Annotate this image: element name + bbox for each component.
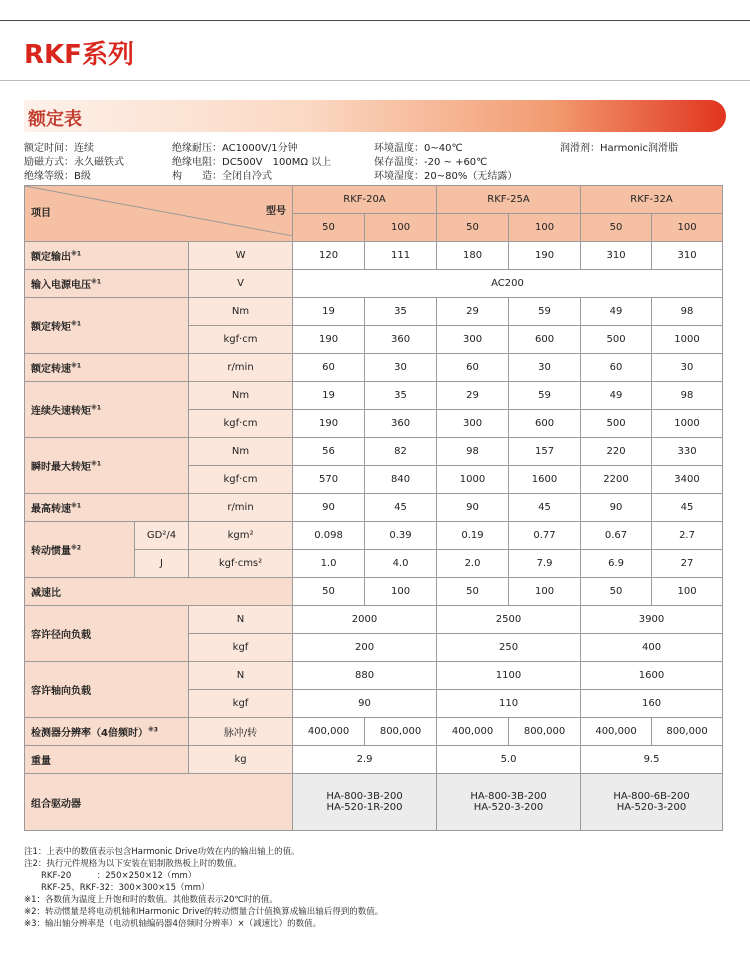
table-row — [25, 494, 723, 522]
table-row — [25, 774, 723, 831]
table-row — [25, 354, 723, 382]
value-cell: 45 — [365, 494, 437, 522]
model-header: RKF-25A — [437, 186, 581, 214]
value-cell: 2500 — [437, 606, 581, 634]
table-row — [25, 718, 723, 746]
spec-item: 额定时间：连续 — [24, 143, 94, 154]
unit-cell: r/min — [189, 354, 293, 382]
value-cell: 110 — [437, 690, 581, 718]
row-label: 容许径向负载 — [25, 606, 189, 662]
table-row — [25, 578, 723, 606]
spec-item: 环境温度：0~40℃ — [374, 143, 463, 154]
value-cell: 90 — [581, 494, 652, 522]
value-cell: 29 — [437, 382, 509, 410]
value-cell: 2.9 — [293, 746, 437, 774]
value-cell: 160 — [581, 690, 723, 718]
value-cell: 1000 — [652, 326, 723, 354]
value-cell: 2000 — [293, 606, 437, 634]
value-cell: 300 — [437, 326, 509, 354]
unit-cell: W — [189, 242, 293, 270]
diagonal-line — [25, 186, 293, 236]
value-cell: 6.9 — [581, 550, 652, 578]
value-cell: 90 — [293, 494, 365, 522]
unit-cell: kgf — [189, 690, 293, 718]
table-row — [25, 606, 723, 634]
value-cell: 800,000 — [652, 718, 723, 746]
value-cell: 500 — [581, 326, 652, 354]
value-cell: 98 — [652, 382, 723, 410]
value-cell: 2.0 — [437, 550, 509, 578]
value-cell: 98 — [652, 298, 723, 326]
value-cell: 200 — [293, 634, 437, 662]
unit-cell: Nm — [189, 382, 293, 410]
sub-label-cell: J — [135, 550, 189, 578]
ratio-header: 50 — [293, 214, 365, 242]
value-cell: 90 — [437, 494, 509, 522]
header-item-label: 项目 — [31, 208, 51, 219]
value-cell: 98 — [437, 438, 509, 466]
value-cell: 157 — [509, 438, 581, 466]
value-cell: 35 — [365, 382, 437, 410]
title-rule — [0, 80, 750, 81]
value-cell: 600 — [509, 410, 581, 438]
value-cell: 310 — [581, 242, 652, 270]
value-cell: 9.5 — [581, 746, 723, 774]
value-cell: 56 — [293, 438, 365, 466]
spec-col-1 — [24, 142, 124, 184]
table-row — [25, 270, 723, 298]
value-cell: 60 — [437, 354, 509, 382]
value-cell: 360 — [365, 410, 437, 438]
spec-item: 绝缘耐压：AC1000V/1分钟 — [172, 143, 298, 154]
row-label: 转动惯量$^{※2}$ — [25, 522, 135, 578]
driver-cell: HA-800-3B-200 HA-520-1R-200 — [293, 774, 437, 831]
value-cell: 600 — [509, 326, 581, 354]
value-cell: 59 — [509, 298, 581, 326]
unit-cell: kgf·cm — [189, 326, 293, 354]
value-cell: 60 — [581, 354, 652, 382]
driver-cell: HA-800-3B-200 HA-520-3-200 — [437, 774, 581, 831]
value-cell: 1600 — [581, 662, 723, 690]
value-cell: 1100 — [437, 662, 581, 690]
value-cell: 2200 — [581, 466, 652, 494]
unit-cell: kgf·cm — [189, 466, 293, 494]
value-cell: 0.39 — [365, 522, 437, 550]
model-header: RKF-32A — [581, 186, 723, 214]
value-cell: 880 — [293, 662, 437, 690]
spec-col-4 — [560, 142, 678, 156]
footnote: ※2：转动惯量是将电动机轴和Harmonic Drive的转动惯量合计值换算成输出轴后得到的数值。 — [24, 907, 384, 917]
footnote: ※1：各数值为温度上升饱和时的数值。其他数值表示20℃时的值。 — [24, 895, 278, 905]
ratio-header: 100 — [652, 214, 723, 242]
unit-cell: Nm — [189, 438, 293, 466]
value-cell: 82 — [365, 438, 437, 466]
unit-cell: N — [189, 606, 293, 634]
value-cell: 19 — [293, 298, 365, 326]
spec-item: 保存温度：-20 ~ +60℃ — [374, 157, 488, 168]
value-cell: 59 — [509, 382, 581, 410]
value-cell: 0.19 — [437, 522, 509, 550]
unit-cell: kgm² — [189, 522, 293, 550]
value-cell: 50 — [293, 578, 365, 606]
value-cell: 50 — [581, 578, 652, 606]
value-cell: 0.67 — [581, 522, 652, 550]
ratio-header: 100 — [509, 214, 581, 242]
row-label: 检测器分辨率（4倍频时）$^{※3}$ — [25, 718, 189, 746]
value-cell: 1000 — [437, 466, 509, 494]
value-cell: 120 — [293, 242, 365, 270]
row-label: 减速比 — [25, 578, 293, 606]
table-row — [25, 662, 723, 690]
value-cell: 190 — [293, 410, 365, 438]
value-cell: 60 — [293, 354, 365, 382]
value-cell: AC200 — [293, 270, 723, 298]
spec-item: 绝缘等级：B级 — [24, 171, 91, 182]
footnotes — [24, 846, 383, 930]
unit-cell: kgf·cms² — [189, 550, 293, 578]
ratio-header: 50 — [437, 214, 509, 242]
value-cell: 5.0 — [437, 746, 581, 774]
sub-label-cell: GD²/4 — [135, 522, 189, 550]
value-cell: 3900 — [581, 606, 723, 634]
value-cell: 300 — [437, 410, 509, 438]
value-cell: 400,000 — [437, 718, 509, 746]
row-label: 瞬时最大转矩$^{※1}$ — [25, 438, 189, 494]
value-cell: 400 — [581, 634, 723, 662]
value-cell: 45 — [652, 494, 723, 522]
header-row — [25, 186, 723, 214]
top-rule — [0, 20, 750, 21]
table-row — [25, 242, 723, 270]
value-cell: 35 — [365, 298, 437, 326]
unit-cell: kgf — [189, 634, 293, 662]
table-row — [25, 438, 723, 466]
value-cell: 360 — [365, 326, 437, 354]
footnote: RKF-20 ：250×250×12（mm） — [24, 871, 197, 881]
footnote: 注1：上表中的数值表示包含Harmonic Drive功效在内的输出轴上的值。 — [24, 847, 300, 857]
value-cell: 3400 — [652, 466, 723, 494]
table-row — [25, 382, 723, 410]
unit-cell: 脉冲/转 — [189, 718, 293, 746]
table-row — [25, 522, 723, 550]
value-cell: 500 — [581, 410, 652, 438]
value-cell: 29 — [437, 298, 509, 326]
footnote: 注2：执行元件规格为以下安装在铝制散热板上时的数值。 — [24, 859, 242, 869]
spec-item: 润滑剂：Harmonic润滑脂 — [560, 143, 679, 154]
value-cell: 49 — [581, 382, 652, 410]
row-label: 输入电源电压$^{※1}$ — [25, 270, 189, 298]
value-cell: 800,000 — [365, 718, 437, 746]
value-cell: 1600 — [509, 466, 581, 494]
value-cell: 100 — [652, 578, 723, 606]
row-label: 组合驱动器 — [25, 774, 293, 831]
value-cell: 330 — [652, 438, 723, 466]
section-banner — [24, 100, 726, 132]
row-label: 额定转矩$^{※1}$ — [25, 298, 189, 354]
unit-cell: V — [189, 270, 293, 298]
row-label: 重量 — [25, 746, 189, 774]
model-header: RKF-20A — [293, 186, 437, 214]
value-cell: 2.7 — [652, 522, 723, 550]
value-cell: 100 — [509, 578, 581, 606]
value-cell: 190 — [509, 242, 581, 270]
table-row — [25, 298, 723, 326]
unit-cell: r/min — [189, 494, 293, 522]
spec-item: 励磁方式：永久磁铁式 — [24, 157, 124, 168]
value-cell: 0.098 — [293, 522, 365, 550]
value-cell: 30 — [509, 354, 581, 382]
title-zh: 系列 — [81, 40, 134, 70]
unit-cell: kg — [189, 746, 293, 774]
unit-cell: kgf·cm — [189, 410, 293, 438]
ratio-header: 50 — [581, 214, 652, 242]
driver-cell: HA-800-6B-200 HA-520-3-200 — [581, 774, 723, 831]
value-cell: 4.0 — [365, 550, 437, 578]
value-cell: 19 — [293, 382, 365, 410]
value-cell: 27 — [652, 550, 723, 578]
value-cell: 30 — [652, 354, 723, 382]
value-cell: 180 — [437, 242, 509, 270]
value-cell: 30 — [365, 354, 437, 382]
page-title — [24, 34, 134, 71]
table-row — [25, 746, 723, 774]
row-label: 额定输出$^{※1}$ — [25, 242, 189, 270]
value-cell: 310 — [652, 242, 723, 270]
value-cell: 570 — [293, 466, 365, 494]
value-cell: 100 — [365, 578, 437, 606]
unit-cell: Nm — [189, 298, 293, 326]
value-cell: 800,000 — [509, 718, 581, 746]
spec-item: 绝缘电阻：DC500V 100MΩ 以上 — [172, 157, 332, 168]
value-cell: 220 — [581, 438, 652, 466]
value-cell: 50 — [437, 578, 509, 606]
value-cell: 840 — [365, 466, 437, 494]
spec-item: 构 造：全闭自冷式 — [172, 171, 272, 182]
row-label: 最高转速$^{※1}$ — [25, 494, 189, 522]
value-cell: 0.77 — [509, 522, 581, 550]
value-cell: 90 — [293, 690, 437, 718]
value-cell: 1000 — [652, 410, 723, 438]
section-title: 额定表 — [28, 109, 82, 130]
value-cell: 7.9 — [509, 550, 581, 578]
spec-item: 环境湿度：20~80%（无结露） — [374, 171, 518, 182]
spec-col-2 — [172, 142, 331, 184]
footnote: ※3：输出轴分辨率是（电动机轴编码器4倍频时分辨率）×（减速比）的数值。 — [24, 919, 322, 929]
value-cell: 1.0 — [293, 550, 365, 578]
header-model-label: 型号 — [266, 206, 287, 217]
value-cell: 49 — [581, 298, 652, 326]
value-cell: 45 — [509, 494, 581, 522]
value-cell: 111 — [365, 242, 437, 270]
header-diagonal-cell — [25, 186, 293, 242]
value-cell: 400,000 — [581, 718, 652, 746]
value-cell: 190 — [293, 326, 365, 354]
title-latin: RKF — [24, 40, 82, 70]
rating-table — [24, 185, 723, 831]
footnote: RKF-25、RKF-32：300×300×15（mm） — [24, 883, 210, 893]
value-cell: 250 — [437, 634, 581, 662]
value-cell: 400,000 — [293, 718, 365, 746]
row-label: 连续失速转矩$^{※1}$ — [25, 382, 189, 438]
row-label: 额定转速$^{※1}$ — [25, 354, 189, 382]
spec-col-3 — [374, 142, 517, 184]
row-label: 容许轴向负载 — [25, 662, 189, 718]
ratio-header: 100 — [365, 214, 437, 242]
unit-cell: N — [189, 662, 293, 690]
